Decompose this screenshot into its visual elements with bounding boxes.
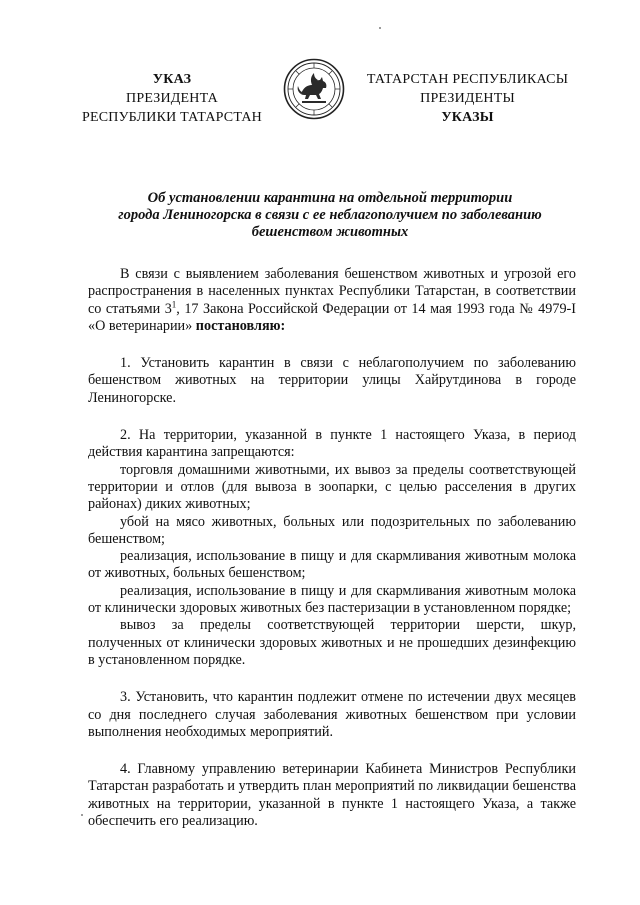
item-2-sub-5: вывоз за пределы соответствующей территории шерсти, шкур, полученных от клинически здоровых животных и не прошедших дезинфекцию в установленном порядке. (88, 617, 576, 668)
header-right-line-2: ПРЕЗИДЕНТЫ (420, 91, 515, 106)
header-left-line-2: ПРЕЗИДЕНТА (126, 91, 218, 106)
preamble-text-cont: , 17 Закона Российской Федерации от 14 мая 1993 года № 4979-I «О ветеринарии» (88, 300, 576, 334)
title-line-1: Об установлении карантина на отдельной территории (147, 190, 513, 206)
title-line-2: города Лениногорска в связи с ее неблагополучием по заболеванию (118, 207, 542, 223)
item-2-sub-4: реализация, использование в пищу и для скармливания животным молока от клинически здоровых животных без пастеризации в установленном порядке; (88, 582, 576, 617)
header-right-line-1: ТАТАРСТАН РЕСПУБЛИКАСЫ (366, 72, 569, 87)
item-2-sub-3: реализация, использование в пищу и для скармливания животным молока от животных, больных бешенством; (88, 548, 576, 582)
preamble-text: В связи с выявлением заболевания бешенством животных и угрозой его распространения в населенных пунктах Республики Татарстан, в соответствии со статьями 3 (88, 266, 576, 317)
preamble-superscript: 1 (171, 298, 177, 309)
header-right-line-3: УКАЗЫ (441, 110, 494, 125)
item-1-paragraph: 1. Установить карантин в связи с неблагополучием по заболеванию бешенством животных на территории улицы Хайрутдинова в городе Лениногорске. (88, 355, 576, 406)
header-left-line-1: УКАЗ (152, 72, 192, 87)
header-left-line-3: РЕСПУБЛИКИ ТАТАРСТАН (81, 110, 262, 125)
item-4-paragraph: 4. Главному управлению ветеринарии Кабинета Министров Республики Татарстан разработать и утвердить план мероприятий по ликвидации бешенства животных на территории, указанной в пункте 1 настоящего Указа, а также обеспечить его реализацию. (88, 761, 576, 830)
title-line-3: бешенством животных (251, 224, 409, 240)
item-2-intro: 2. На территории, указанной в пункте 1 настоящего Указа, в период действия карантина запрещаются: (88, 427, 576, 461)
item-2-sub-1: торговля домашними животными, их вывоз за пределы соответствующей территории и отлов (для вывоза в зоопарки, с целью расселения в других районах) диких животных; (88, 461, 576, 513)
item-2-sub-2: убой на мясо животных, больных или подозрительных по заболеванию бешенством; (88, 513, 576, 547)
item-3-paragraph: 3. Установить, что карантин подлежит отмене по истечении двух месяцев со дня последнего случая заболевания животных бешенством при условии выполнения необходимых мероприятий. (88, 689, 576, 740)
preamble-resolution: постановляю: (195, 317, 286, 334)
